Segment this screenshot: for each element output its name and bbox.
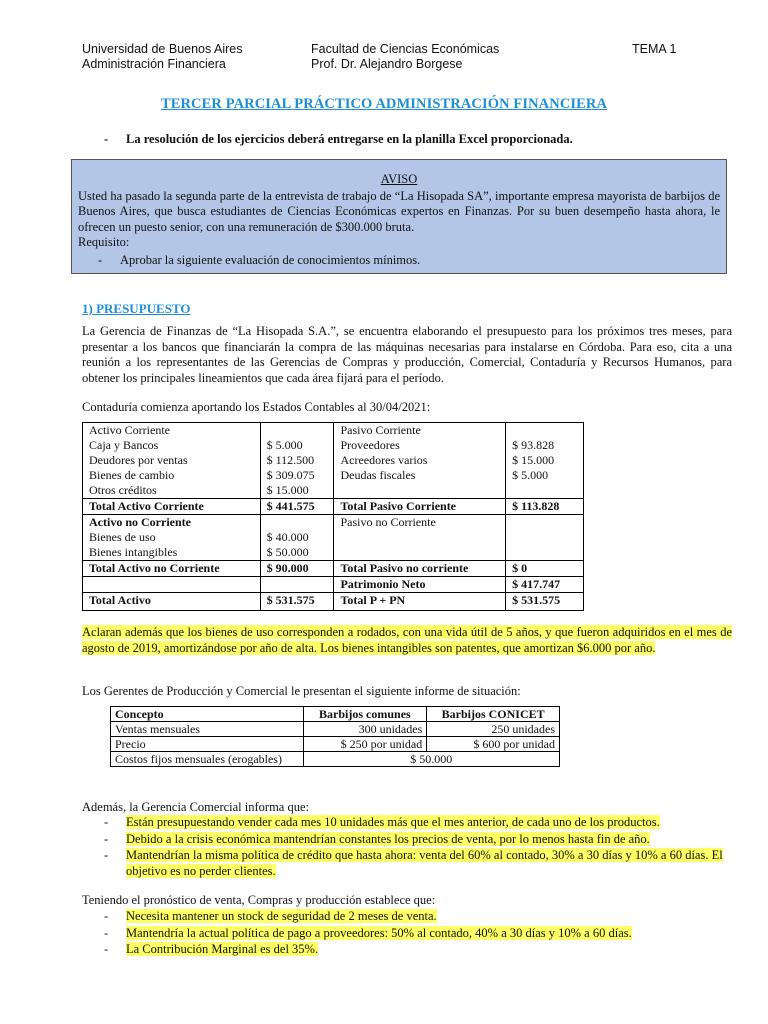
professor-name: Prof. Dr. Alejandro Borgese [311, 57, 463, 71]
cell-empty [334, 530, 506, 545]
intro-paragraph: La Gerencia de Finanzas de “La Hisopada S.A.”, se encuentra elaborando el presupuesto para los próximos tres meses, para presentar a los bancos que financiarán la compra de las máquinas necesarias para instalarse en Córdoba. Para eso, cita a una reunión a los representantes de las Gerencias de Compras y producción, Comercial, Contaduría y Recursos Humanos, para obtener los principales lineamientos que cada área fijará para el período. [82, 324, 732, 385]
cell-empty [260, 423, 334, 439]
list-item-text: Mantendría la actual política de pago a proveedores: 50% al contado, 40% a 30 días y 10% a 60 días. [126, 925, 632, 940]
list-item: - Mantendría la actual política de pago a proveedores: 50% al contado, 40% a 30 días y 10% a 60 días. [104, 925, 632, 940]
cell-empty [83, 577, 261, 593]
cell-label: Deudas fiscales [334, 468, 506, 483]
cell-value: $ 309.075 [260, 468, 334, 483]
aclaran-paragraph [82, 625, 732, 656]
header-left [82, 42, 243, 72]
list-item: - Mantendrían la misma política de crédito que hasta ahora: venta del 60% al contado, 30% a 30 días y 10% a 60 días. El objetivo es no perder clientes. [104, 848, 723, 878]
instruction-text: La resolución de los ejercicios deberá entregarse en la planilla Excel proporcionada. [126, 132, 573, 146]
cell-value: $ 112.500 [260, 453, 334, 468]
cell-total-value: $ 531.575 [260, 593, 334, 611]
cell-empty [506, 530, 584, 545]
comercial-intro: Además, la Gerencia Comercial informa que: [82, 800, 309, 814]
cell-label: Acreedores varios [334, 453, 506, 468]
cell-label: Ventas mensuales [111, 722, 304, 737]
aviso-requisito-label: Requisito: [78, 235, 130, 249]
cell-label: Caja y Bancos [83, 438, 261, 453]
list-item-text: Debido a la crisis económica mantendrían constantes los precios de venta, por lo menos hasta fin de año. [126, 831, 650, 846]
table-row [83, 453, 584, 468]
cell-label: Pasivo no Corriente [334, 515, 506, 531]
aviso-box [71, 159, 727, 274]
column-header: Barbijos CONICET [427, 707, 560, 722]
cell-value: 300 unidades [303, 722, 427, 737]
cell-total-value: $ 113.828 [506, 499, 584, 515]
cell-total-label: Total Activo [83, 593, 261, 611]
list-item-text: Mantendrían la misma política de crédito que hasta ahora: venta del 60% al contado, 30% a 30 días y 10% a 60 días. El objetivo es no perder clientes. [126, 848, 723, 878]
cell-label: Otros créditos [83, 483, 261, 499]
cell-empty [506, 515, 584, 531]
header-right [632, 42, 676, 57]
cell-label: Patrimonio Neto [334, 577, 506, 593]
cell-value: $ 40.000 [260, 530, 334, 545]
cell-empty [260, 515, 334, 531]
university-name: Universidad de Buenos Aires [82, 42, 243, 56]
cell-value: $ 5.000 [506, 468, 584, 483]
table-row [111, 737, 560, 752]
aviso-title: AVISO [380, 172, 418, 186]
cell-value: $ 93.828 [506, 438, 584, 453]
aviso-requisito-item: - Aprobar la siguiente evaluación de conocimientos mínimos. [98, 252, 421, 267]
cell-empty [506, 423, 584, 439]
compras-list [104, 909, 736, 959]
cell-empty [334, 483, 506, 499]
cell-value: 250 unidades [427, 722, 560, 737]
cell-total-label: Total Pasivo Corriente [334, 499, 506, 515]
cell-empty [334, 545, 506, 561]
table-row [83, 561, 584, 577]
comercial-list [104, 815, 736, 880]
table-row [83, 499, 584, 515]
instruction-bullet: - La resolución de los ejercicios deberá entregarse en la planilla Excel proporcionada. [104, 132, 573, 146]
table-header-row [111, 707, 560, 722]
table-row [83, 438, 584, 453]
cell-label: Precio [111, 737, 304, 752]
cell-empty [506, 483, 584, 499]
cell-label: Pasivo Corriente [334, 423, 506, 439]
faculty-name: Facultad de Ciencias Económicas [311, 42, 500, 56]
table-row [111, 722, 560, 737]
cell-label: Bienes intangibles [83, 545, 261, 561]
cell-empty [506, 545, 584, 561]
table-row [83, 468, 584, 483]
gerentes-paragraph: Los Gerentes de Producción y Comercial le presentan el siguiente informe de situación: [82, 684, 521, 698]
aviso-body: Usted ha pasado la segunda parte de la entrevista de trabajo de “La Hisopada SA”, importante empresa mayorista de barbijos de Buenos Aires, que busca estudiantes de Ciencias Económicas expertos en Finanzas. Por su buen desempeño hasta ahora, le ofrecen un puesto senior, con una remuneración de $300.000 bruta. [78, 188, 720, 234]
list-item: - La Contribución Marginal es del 35%. [104, 942, 319, 956]
table-row [83, 545, 584, 561]
table-row [83, 515, 584, 531]
cell-total-label: Total Activo no Corriente [83, 561, 261, 577]
table-row [111, 752, 560, 767]
cell-total-label: Total Activo Corriente [83, 499, 261, 515]
cell-label: Activo no Corriente [83, 515, 261, 531]
cell-total-value: $ 441.575 [260, 499, 334, 515]
cell-total-value: $ 90.000 [260, 561, 334, 577]
table-row [83, 577, 584, 593]
cell-value: $ 600 por unidad [427, 737, 560, 752]
cell-value: $ 15.000 [260, 483, 334, 499]
contaduria-paragraph: Contaduría comienza aportando los Estados Contables al 30/04/2021: [82, 400, 431, 414]
cell-value: $ 15.000 [506, 453, 584, 468]
cell-total-label: Total P + PN [334, 593, 506, 611]
cell-label: Proveedores [334, 438, 506, 453]
compras-intro: Teniendo el pronóstico de venta, Compras y producción establece que: [82, 893, 436, 907]
list-item-text: La Contribución Marginal es del 35%. [126, 942, 319, 956]
aviso-requisito-text: Aprobar la siguiente evaluación de conocimientos mínimos. [120, 252, 421, 267]
situation-report-table [110, 706, 560, 767]
list-item-text: Están presupuestando vender cada mes 10 unidades más que el mes anterior, de cada uno de los productos. [126, 815, 660, 829]
cell-label: Costos fijos mensuales (erogables) [111, 752, 304, 767]
cell-label: Activo Corriente [83, 423, 261, 439]
cell-total-value: $ 0 [506, 561, 584, 577]
column-header: Barbijos comunes [303, 707, 427, 722]
cell-label: Bienes de cambio [83, 468, 261, 483]
cell-total-label: Total Pasivo no corriente [334, 561, 506, 577]
section-title-presupuesto: 1) PRESUPUESTO [82, 301, 191, 316]
table-row [83, 483, 584, 499]
list-item: - Necesita mantener un stock de seguridad de 2 meses de venta. [104, 909, 437, 923]
table-row [83, 423, 584, 439]
cell-value: $ 417.747 [506, 577, 584, 593]
list-item-text: Necesita mantener un stock de seguridad de 2 meses de venta. [126, 909, 437, 923]
cell-value: $ 50.000 [303, 752, 560, 767]
list-item: - Están presupuestando vender cada mes 10 unidades más que el mes anterior, de cada uno de los productos. [104, 815, 660, 829]
cell-value: $ 5.000 [260, 438, 334, 453]
cell-empty [260, 577, 334, 593]
balance-sheet-table [82, 422, 584, 611]
header-middle [311, 42, 499, 72]
cell-value: $ 250 por unidad [303, 737, 427, 752]
course-name: Administración Financiera [82, 57, 226, 71]
document-title: TERCER PARCIAL PRÁCTICO ADMINISTRACIÓN FINANCIERA [160, 96, 608, 112]
table-row [83, 530, 584, 545]
cell-label: Bienes de uso [83, 530, 261, 545]
cell-total-value: $ 531.575 [506, 593, 584, 611]
table-row [83, 593, 584, 611]
tema-label: TEMA 1 [632, 42, 677, 56]
list-item: - Debido a la crisis económica mantendrían constantes los precios de venta, por lo menos hasta fin de año. [104, 831, 650, 846]
aclaran-highlight: Aclaran además que los bienes de uso corresponden a rodados, con una vida útil de 5 años, y que fueron adquiridos en el mes de agosto de 2019, amortizándose por año de alta. Los bienes intangibles son patentes, que amortizan $6.000 por año. [82, 625, 732, 655]
cell-value: $ 50.000 [260, 545, 334, 561]
column-header: Concepto [111, 707, 304, 722]
cell-label: Deudores por ventas [83, 453, 261, 468]
